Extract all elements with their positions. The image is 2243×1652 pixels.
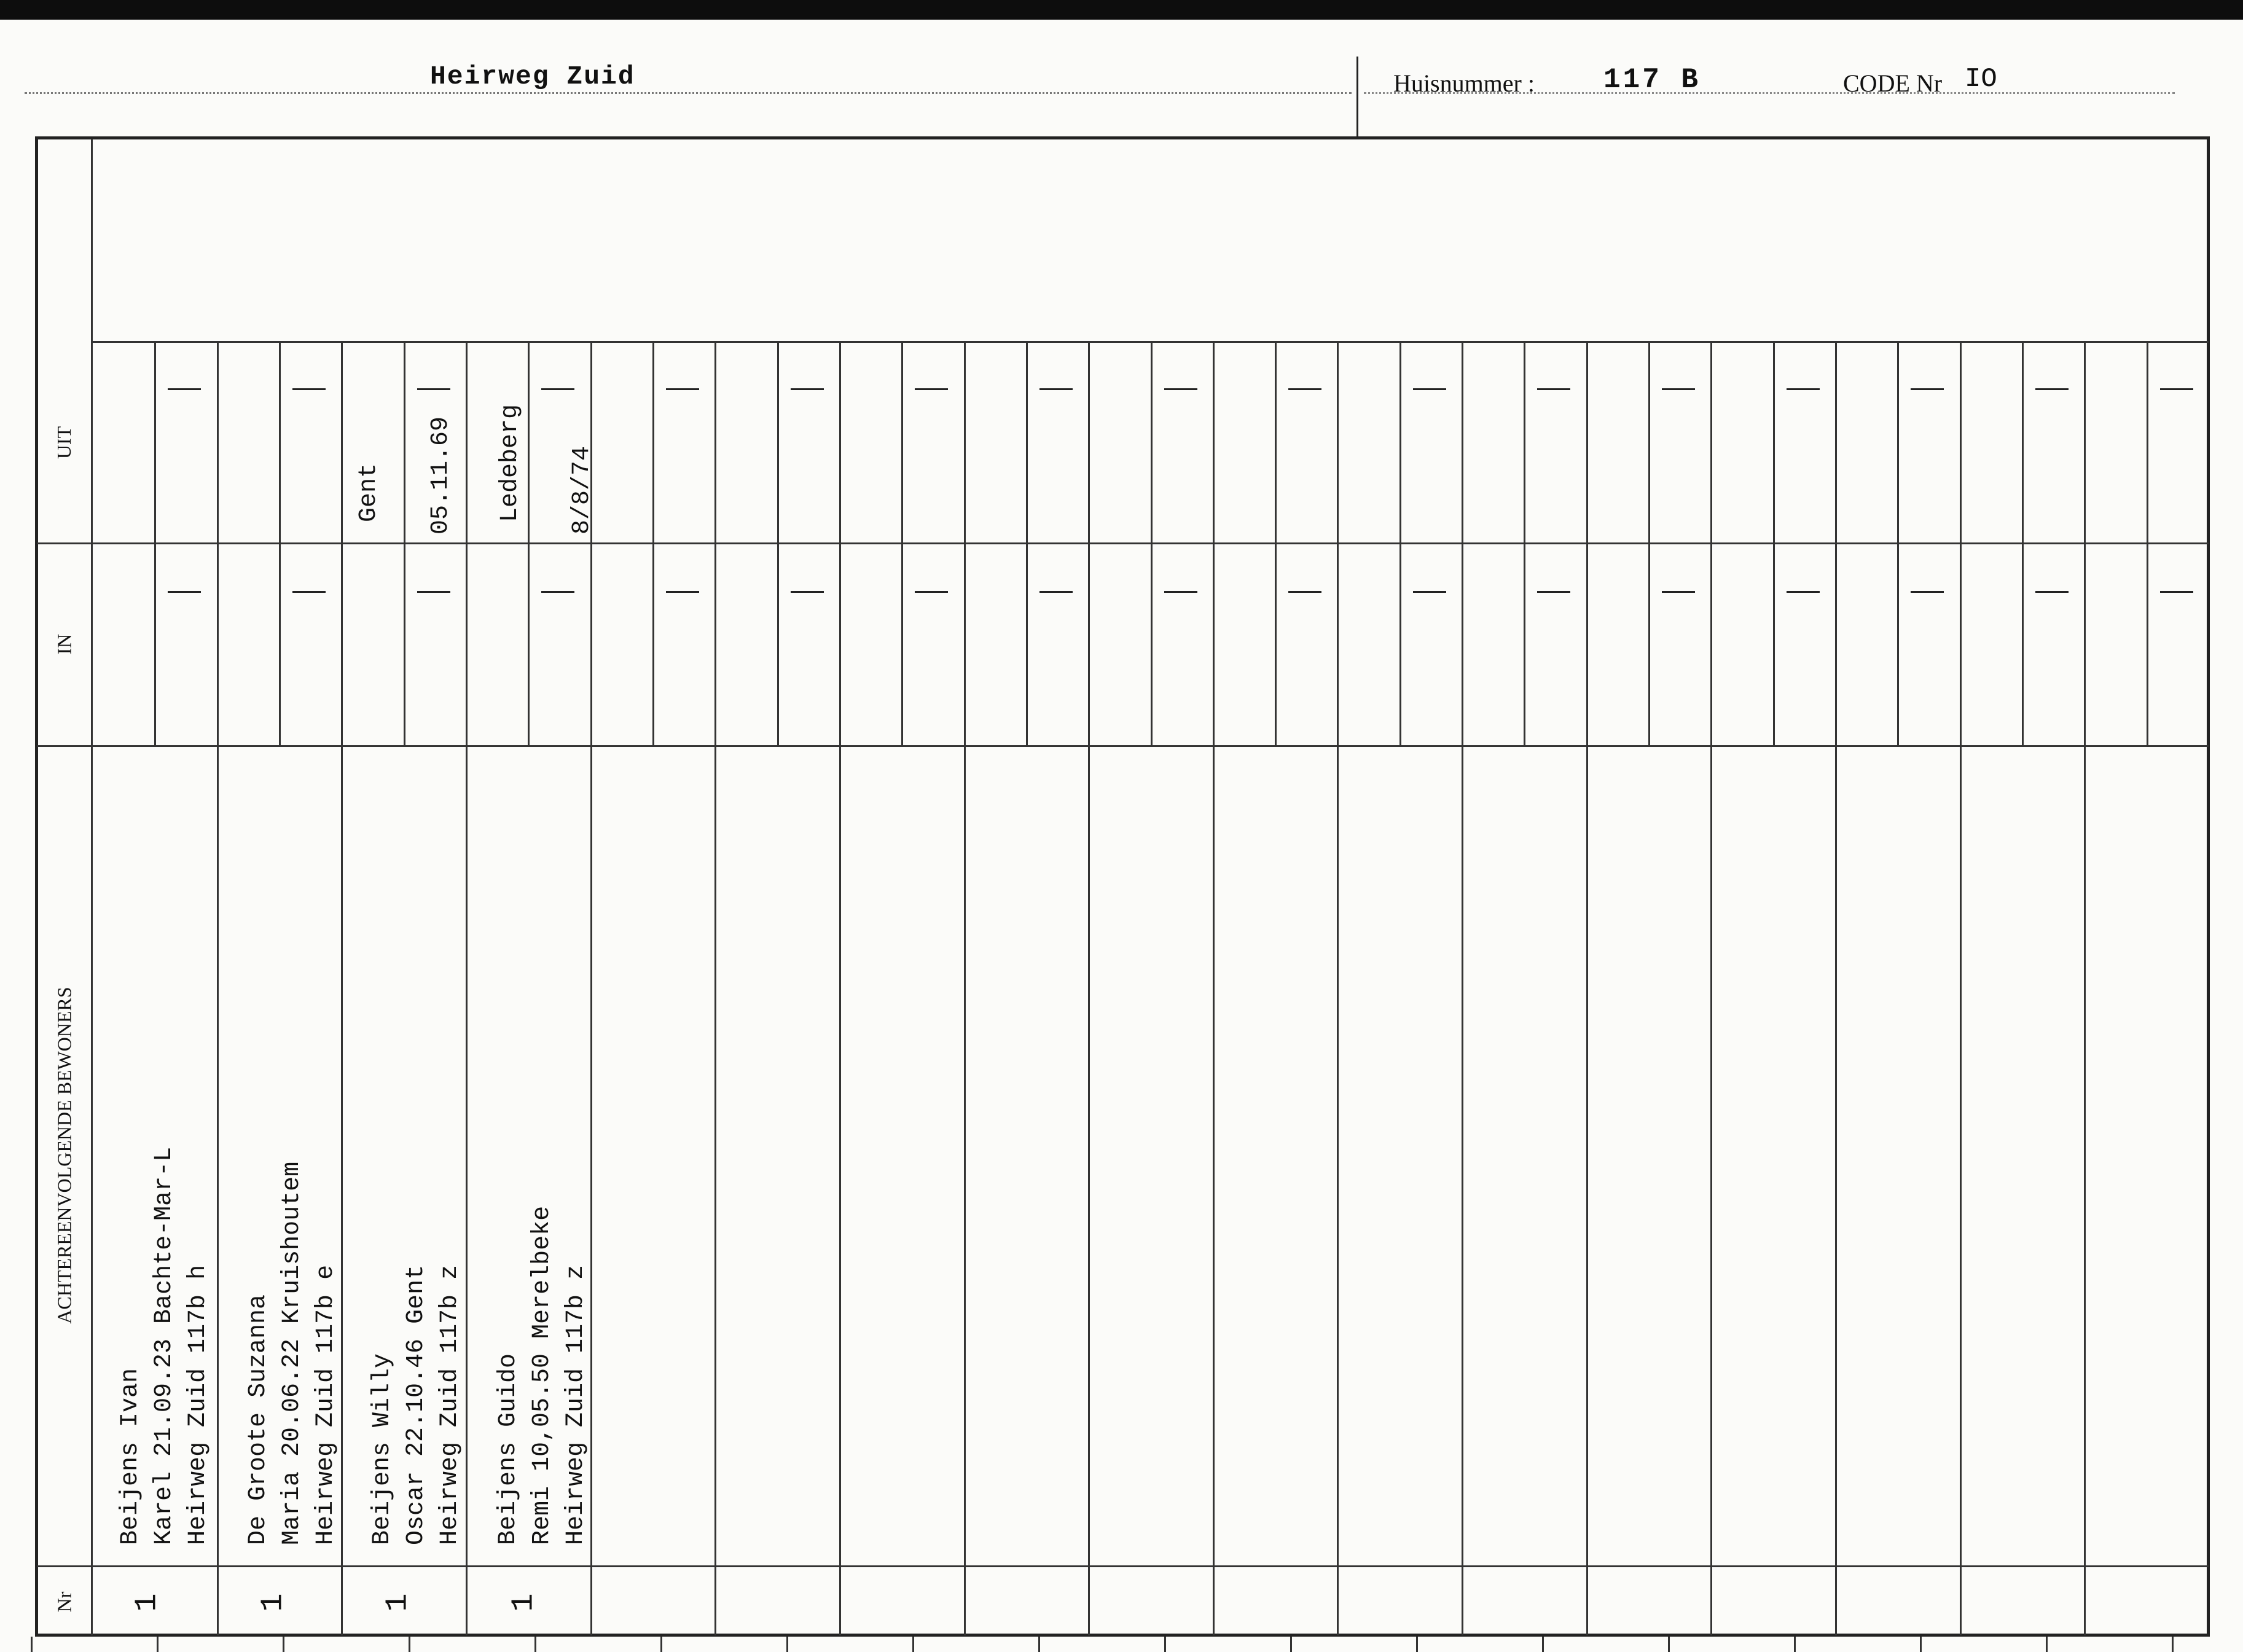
column-divider: [466, 343, 468, 1635]
uit-place: Gent: [355, 463, 383, 522]
bottom-tick: [283, 1637, 284, 1652]
dash-mark: [168, 591, 201, 593]
bottom-tick: [1668, 1637, 1670, 1652]
resident-nr: 1: [506, 1593, 542, 1612]
sub-column-divider: [154, 343, 156, 747]
resident-nr: 1: [256, 1593, 291, 1612]
dash-mark: [1537, 388, 1570, 390]
section-label-in: IN: [53, 633, 76, 654]
bottom-tick: [912, 1637, 914, 1652]
code-label: CODE Nr: [1843, 69, 1943, 97]
house-number-label: Huisnummer :: [1393, 69, 1535, 97]
dash-mark: [791, 388, 824, 390]
uit-date: 8/8/74: [568, 445, 596, 534]
column-divider: [714, 343, 716, 1635]
dash-mark: [292, 591, 326, 593]
sub-column-divider: [1648, 343, 1650, 747]
dash-mark: [1039, 591, 1073, 593]
bottom-tick: [1794, 1637, 1796, 1652]
dash-mark: [541, 388, 574, 390]
section-label-nr: Nr: [53, 1591, 76, 1612]
dash-mark: [417, 388, 450, 390]
sub-column-divider: [1151, 343, 1153, 747]
bottom-tick: [1920, 1637, 1922, 1652]
section-label-residents: ACHTEREENVOLGENDE BEWONERS: [53, 987, 76, 1324]
sub-column-divider: [652, 343, 654, 747]
bottom-tick: [786, 1637, 788, 1652]
resident-line-1: Beijens Guido: [495, 1353, 522, 1545]
dash-mark: [1039, 388, 1073, 390]
resident-line-3: Heirweg Zuid 117b z: [436, 1264, 464, 1545]
sub-column-divider: [1524, 343, 1525, 747]
column-divider: [839, 343, 841, 1635]
dash-mark: [1537, 591, 1570, 593]
label-column-divider: [91, 139, 93, 1635]
dash-mark: [2160, 591, 2193, 593]
dash-mark: [666, 591, 699, 593]
sub-column-divider: [1773, 343, 1775, 747]
dash-mark: [541, 591, 574, 593]
resident-line-2: Remi 10,05.50 Merelbeke: [528, 1205, 556, 1545]
dash-mark: [1787, 591, 1820, 593]
bottom-tick: [409, 1637, 410, 1652]
column-divider: [1088, 343, 1090, 1635]
resident-nr: 1: [130, 1593, 165, 1612]
bottom-tick: [157, 1637, 159, 1652]
dash-mark: [1662, 591, 1695, 593]
header-dotted-line: [25, 92, 1352, 94]
sub-column-divider: [2022, 343, 2024, 747]
resident-line-1: Beijens Ivan: [117, 1368, 144, 1545]
column-divider: [1586, 343, 1588, 1635]
row-divider-in-residents: [37, 745, 2209, 747]
column-divider: [1835, 343, 1837, 1635]
dash-mark: [1288, 591, 1321, 593]
sub-column-divider: [1399, 343, 1401, 747]
dash-mark: [2035, 388, 2069, 390]
row-divider-residents-nr: [37, 1565, 2209, 1567]
sub-column-divider: [404, 343, 405, 747]
dash-mark: [915, 388, 948, 390]
resident-line-2: Karel 21.09.23 Bachte-Mar-L: [151, 1146, 178, 1545]
uit-place: Ledeberg: [496, 404, 524, 522]
header-divider: [1356, 57, 1358, 138]
bottom-tick: [534, 1637, 536, 1652]
bottom-tick: [1038, 1637, 1040, 1652]
bottom-tick: [2046, 1637, 2048, 1652]
column-divider: [217, 343, 219, 1635]
column-divider: [1462, 343, 1463, 1635]
section-label-uit: UIT: [53, 426, 76, 459]
column-divider: [1337, 343, 1339, 1635]
dash-mark: [1164, 388, 1197, 390]
column-divider: [1213, 343, 1215, 1635]
bottom-tick: [31, 1637, 33, 1652]
bottom-tick: [1290, 1637, 1292, 1652]
dash-mark: [1164, 591, 1197, 593]
dash-mark: [915, 591, 948, 593]
resident-line-1: De Groote Suzanna: [245, 1294, 272, 1545]
column-divider: [964, 343, 966, 1635]
scan-top-border: [0, 0, 2243, 20]
register-table: [35, 136, 2210, 1637]
dash-mark: [2160, 388, 2193, 390]
dash-mark: [2035, 591, 2069, 593]
bottom-tick: [2172, 1637, 2174, 1652]
resident-line-3: Heirweg Zuid 117b z: [562, 1264, 590, 1545]
resident-line-3: Heirweg Zuid 117b e: [312, 1264, 340, 1545]
code-value: IO: [1965, 64, 1997, 95]
column-divider: [1960, 343, 1962, 1635]
sub-column-divider: [279, 343, 281, 747]
dash-mark: [417, 591, 450, 593]
bottom-tick: [1416, 1637, 1418, 1652]
resident-line-2: Oscar 22.10.46 Gent: [402, 1264, 430, 1545]
dash-mark: [1911, 591, 1944, 593]
sub-column-divider: [1026, 343, 1028, 747]
column-divider: [341, 343, 343, 1635]
sub-column-divider: [1897, 343, 1899, 747]
sub-column-divider: [777, 343, 779, 747]
column-divider: [1710, 343, 1712, 1635]
resident-line-2: Maria 20.06.22 Kruishoutem: [278, 1161, 306, 1545]
resident-nr: 1: [380, 1593, 416, 1612]
dash-mark: [1911, 388, 1944, 390]
dash-mark: [1413, 388, 1446, 390]
resident-line-3: Heirweg Zuid 117b h: [184, 1264, 212, 1545]
uit-date: 05.11.69: [427, 416, 455, 534]
dash-mark: [666, 388, 699, 390]
dash-mark: [292, 388, 326, 390]
dash-mark: [1413, 591, 1446, 593]
dash-mark: [1288, 388, 1321, 390]
dash-mark: [1662, 388, 1695, 390]
bottom-tick: [660, 1637, 662, 1652]
dash-mark: [791, 591, 824, 593]
sub-column-divider: [528, 343, 530, 747]
bottom-tick: [1164, 1637, 1166, 1652]
column-divider: [590, 343, 592, 1635]
dash-mark: [168, 388, 201, 390]
resident-line-1: Beijens Willy: [369, 1353, 396, 1545]
sub-column-divider: [901, 343, 903, 747]
column-divider: [2084, 343, 2086, 1635]
street-name: Heirweg Zuid: [430, 61, 635, 92]
bottom-tick: [1542, 1637, 1544, 1652]
sub-column-divider: [1275, 343, 1277, 747]
dash-mark: [1787, 388, 1820, 390]
row-divider-uit-in: [37, 542, 2209, 544]
sub-column-divider: [2147, 343, 2148, 747]
house-number-value: 117 B: [1603, 64, 1701, 96]
